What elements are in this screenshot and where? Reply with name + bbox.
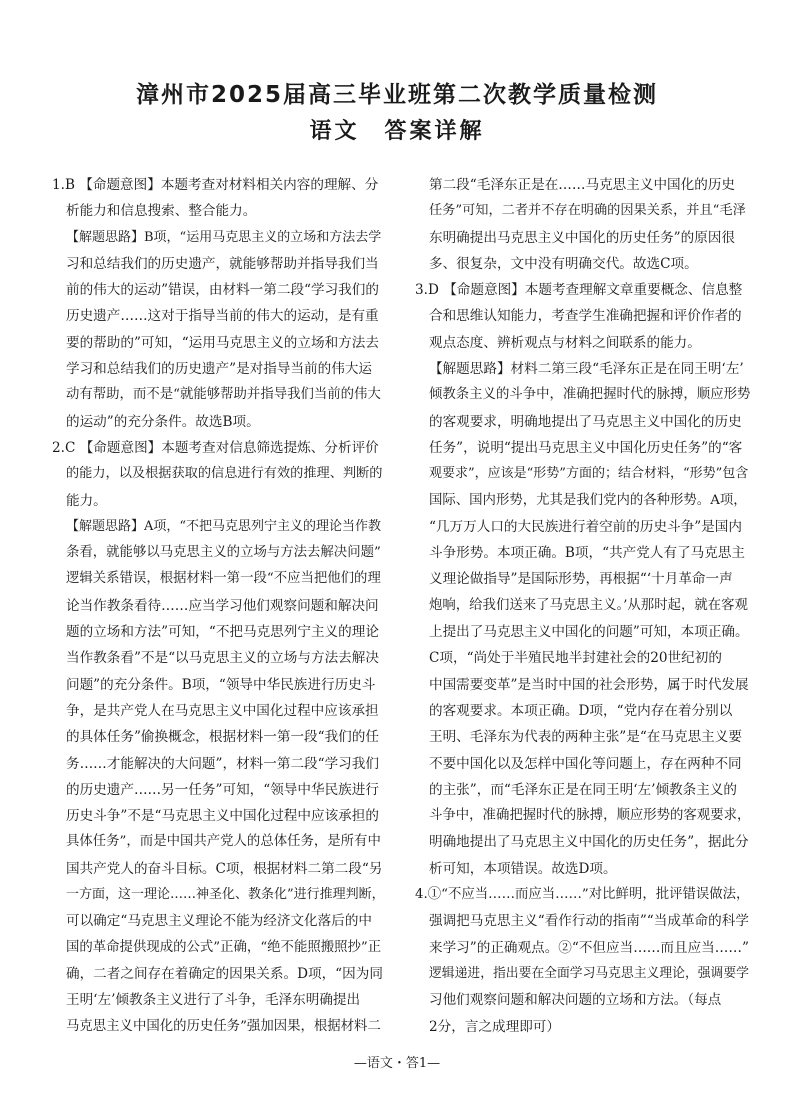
text-line: 任务”，说明“提出马克思主义中国化历史任务”的“客 bbox=[429, 439, 743, 456]
text-line: 炮响，给我们送来了马克思主义。’从那时起，就在客观 bbox=[429, 597, 748, 613]
text-line: 一方面，这一理论……神圣化、教条化”进行推理判断， bbox=[66, 887, 385, 903]
page-title: 漳州市2025届高三毕业班第二次教学质量检测 bbox=[135, 82, 658, 108]
text-line: 历史遗产……这对于指导当前的伟大的运动，是有重 bbox=[66, 308, 379, 325]
text-line: 析能力和信息搜索、整合能力。 bbox=[66, 203, 257, 220]
text-line: 务……才能解决的大问题”，材料一第二段“学习我们 bbox=[66, 755, 379, 772]
text-line: 第二段“毛泽东正是在……马克思主义中国化的历史 bbox=[429, 177, 736, 193]
text-line: 斗争中，准确把握时代的脉搏，顺应形势的客观要求， bbox=[429, 808, 750, 824]
text-line: 的具体任务”偷换概念，根据材料一第一段“我们的任 bbox=[66, 729, 379, 746]
left-column bbox=[52, 172, 385, 1040]
text-line: 中国需要变革”是当时中国的社会形势，属于时代发展 bbox=[429, 676, 749, 693]
text-line: 争，是共产党人在马克思主义中国化过程中应该承担 bbox=[66, 702, 379, 719]
text-line: 的客观要求。本项正确。D项，“党内存在着分别以 bbox=[429, 702, 733, 719]
text-line: 可以确定“马克思主义理论不能为经济文化落后的中 bbox=[66, 913, 373, 930]
text-line: 具体任务”，而是中国共产党人的总体任务，是所有中 bbox=[66, 834, 381, 850]
text-line: 4.①“不应当……而应当……”对比鲜明，批评错误做法， bbox=[415, 887, 750, 903]
text-line: 习和总结我们的历史遗产，就能够帮助并指导我们当 bbox=[66, 255, 379, 272]
text-line: 王明、毛泽东为代表的两种主张”是“在马克思主义要 bbox=[429, 729, 742, 746]
text-line: 斗争形势。本项正确。B项，“共产党人有了马克思主 bbox=[429, 545, 745, 562]
text-line: 习他们观察问题和解决问题的立场和方法。（每点 bbox=[429, 992, 722, 1009]
text-line: 王明‘左’倾教条主义进行了斗争，毛泽东明确提出 bbox=[66, 992, 361, 1009]
text-line: 上提出了马克思主义中国化的问题”可知，本项正确。 bbox=[429, 624, 749, 641]
text-line: 【解题思路】材料二第三段“毛泽东正是在同王明‘左’ bbox=[429, 361, 744, 378]
text-line: 3.D 【命题意图】本题考查理解文章重要概念、信息整 bbox=[415, 282, 743, 299]
text-line: 论当作教条看待……应当学习他们观察问题和解决问 bbox=[66, 597, 379, 614]
text-line: 的运动”的充分条件。故选B项。 bbox=[66, 413, 260, 430]
text-line: 义理论做指导”是国际形势，再根据“‘十月革命一声 bbox=[429, 571, 733, 588]
text-line: 东明确提出马克思主义中国化的历史任务”的原因很 bbox=[429, 229, 736, 246]
text-line: 【解题思路】B项，“运用马克思主义的立场和方法去学 bbox=[66, 229, 382, 245]
text-line: 要的帮助的”可知，“运用马克思主义的立场和方法去 bbox=[66, 334, 379, 351]
text-line: 国共产党人的奋斗目标。C项，根据材料二第二段“另 bbox=[66, 860, 383, 877]
text-line: 合和思维认知能力，考查学生准确把握和评价作者的 bbox=[429, 308, 742, 325]
page-footer: —语文・答1— bbox=[353, 1056, 441, 1071]
text-line: 不要中国化以及怎样中国化等问题上，存在两种不同 bbox=[429, 755, 742, 772]
text-line: 的能力，以及根据获取的信息进行有效的推理、判断的 bbox=[66, 466, 383, 482]
text-line: 观要求”，应该是“形势”方面的；结合材料，“形势”包含 bbox=[429, 466, 749, 482]
text-line: 2.C 【命题意图】本题考查对信息筛选提炼、分析评价 bbox=[52, 439, 379, 456]
text-line: 问题”的充分条件。B项，“领导中华民族进行历史斗 bbox=[66, 676, 376, 693]
text-line: 学习和总结我们的历史遗产”是对指导当前的伟大运 bbox=[66, 361, 373, 378]
text-line: 观点态度、辨析观点与材料之间联系的能力。 bbox=[429, 334, 701, 351]
text-line: 倾教条主义的斗争中，准确把握时代的脉搏，顺应形势 bbox=[429, 387, 750, 403]
text-line: 确，二者之间存在着确定的因果关系。D项，“因为同 bbox=[66, 965, 383, 982]
text-line: 2分，言之成理即可） bbox=[429, 1018, 560, 1035]
text-line: 1.B 【命题意图】本题考查对材料相关内容的理解、分 bbox=[52, 177, 379, 193]
text-line: 逻辑递进，指出要在全面学习马克思主义理论，强调要学 bbox=[429, 965, 749, 981]
text-line: 当作教条看”不是“以马克思主义的立场与方法去解决 bbox=[66, 650, 379, 667]
text-line: 强调把马克思主义“看作行动的指南”“当成革命的科学 bbox=[429, 913, 749, 930]
text-line: 【解题思路】A项，“不把马克思列宁主义的理论当作教 bbox=[66, 518, 382, 534]
text-line: 的客观要求，明确地提出了马克思主义中国化的历史 bbox=[429, 413, 742, 430]
text-line: 历史斗争”不是“马克思主义中国化过程中应该承担的 bbox=[66, 808, 379, 825]
text-line: 析可知，本项错误。故选D项。 bbox=[429, 860, 617, 877]
text-line: 来学习”的正确观点。②“不但应当……而且应当……” bbox=[429, 939, 749, 956]
page-subtitle: 语文 答案详解 bbox=[309, 119, 485, 144]
text-line: 明确地提出了马克思主义中国化的历史任务”，据此分 bbox=[429, 834, 749, 851]
text-line: 马克思主义中国化的历史任务”强加因果，根据材料二 bbox=[66, 1018, 381, 1034]
text-line: 的主张”，而“毛泽东正是在同王明‘左’倾教条主义的 bbox=[429, 781, 738, 798]
text-line: 多、很复杂，文中没有明确交代。故选C项。 bbox=[429, 255, 698, 272]
text-line: 的历史遗产……另一任务”可知，“领导中华民族进行 bbox=[66, 781, 379, 798]
text-line: 国的革命提供现成的公式”正确，“绝不能照搬照抄”正 bbox=[66, 939, 382, 955]
text-line: 题的立场和方法”可知，“不把马克思列宁主义的理论 bbox=[66, 624, 379, 641]
text-line: 条看，就能够以马克思主义的立场与方法去解决问题” bbox=[66, 545, 381, 561]
text-line: 动有帮助，而不是“就能够帮助并指导我们当前的伟大 bbox=[66, 387, 381, 403]
text-line: 逻辑关系错误，根据材料一第一段“不应当把他们的理 bbox=[66, 571, 381, 587]
right-column bbox=[415, 172, 750, 1040]
text-line: “几万万人口的大民族进行着空前的历史斗争”是国内 bbox=[429, 518, 742, 535]
text-line: 国际、国内形势，尤其是我们党内的各种形势。A项， bbox=[429, 492, 747, 508]
text-line: C项，“尚处于半殖民地半封建社会的20世纪初的 bbox=[429, 650, 722, 667]
text-line: 前的伟大的运动”错误，由材料一第二段“学习我们的 bbox=[66, 282, 379, 299]
text-line: 任务”可知，二者并不存在明确的因果关系，并且“毛泽 bbox=[429, 203, 746, 219]
text-line: 能力。 bbox=[66, 492, 107, 509]
